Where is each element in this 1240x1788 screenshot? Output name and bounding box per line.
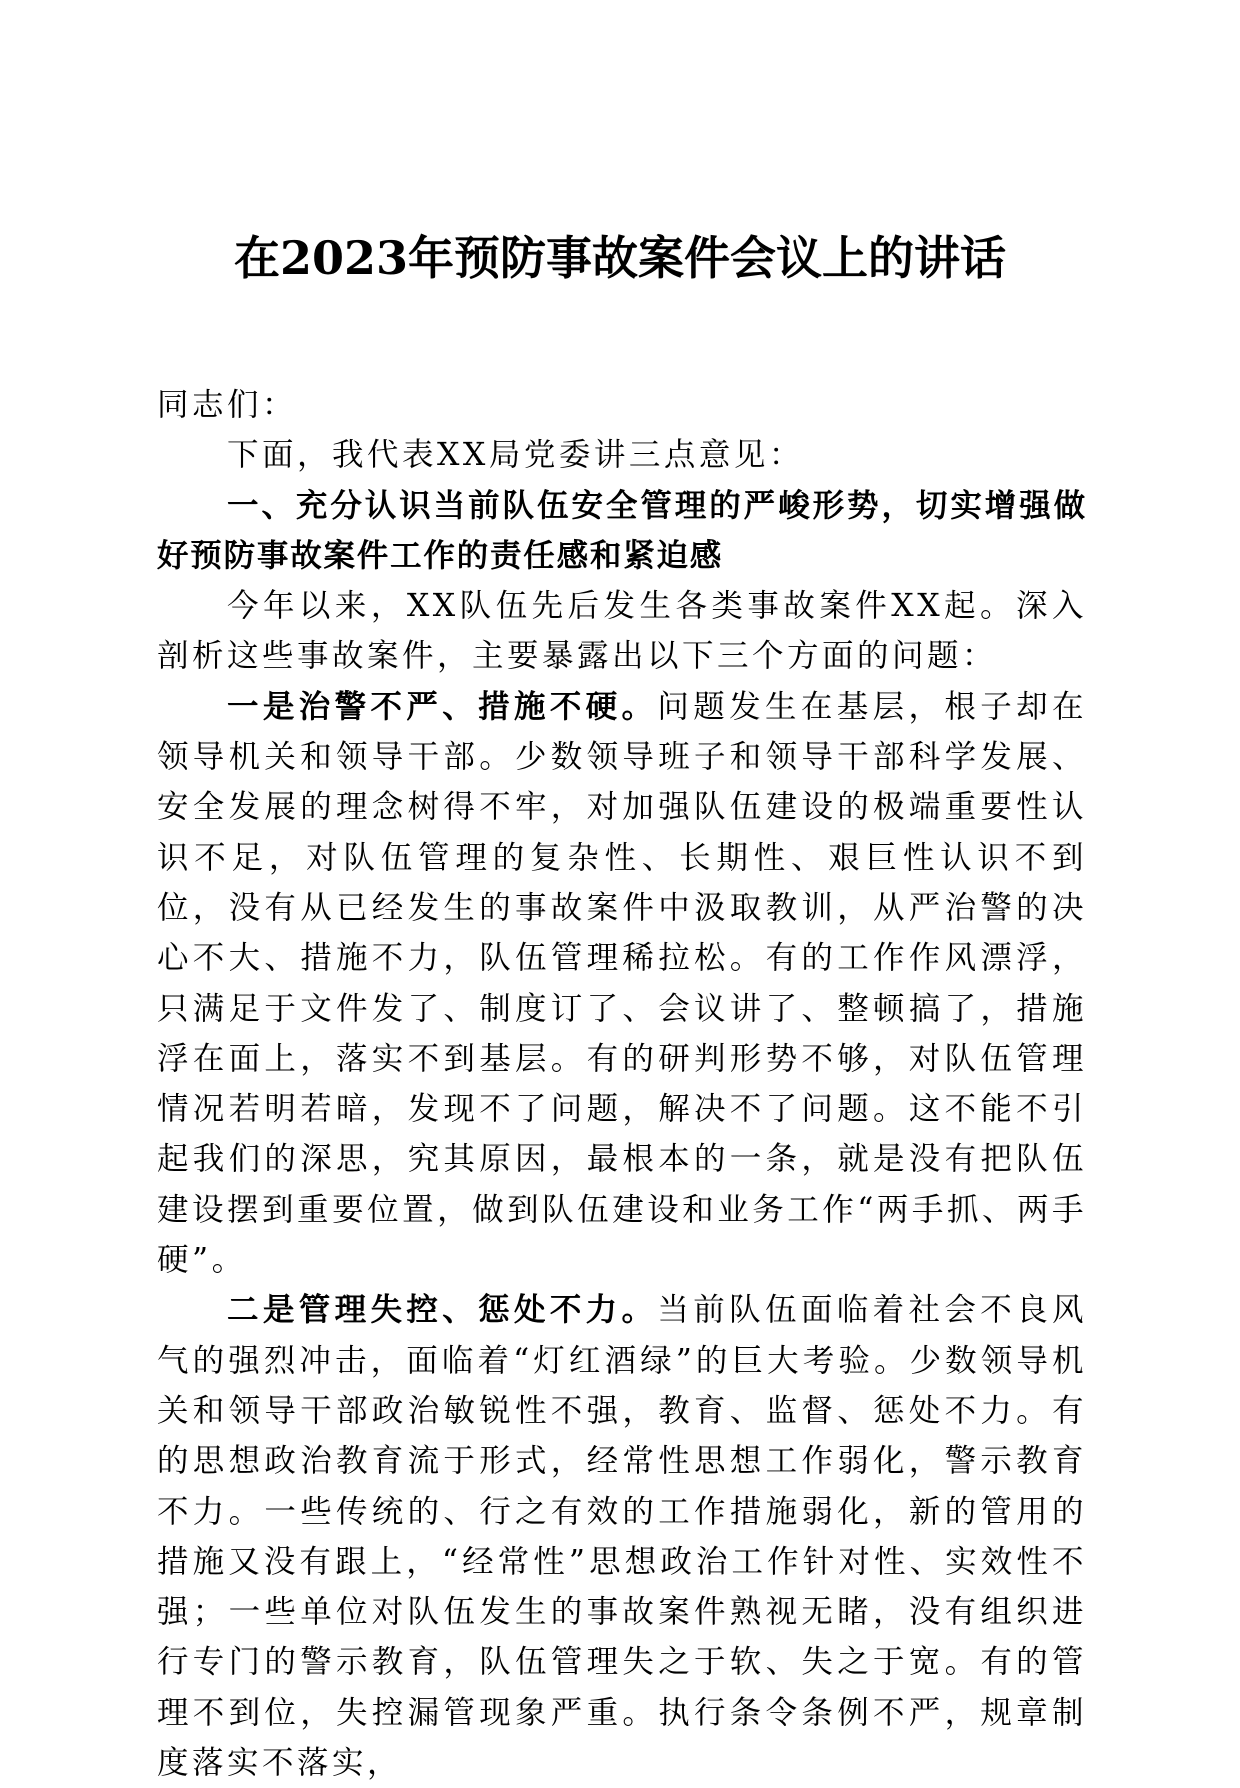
point-one-paragraph [157, 682, 1087, 1286]
document-body [157, 380, 1087, 1788]
salutation: 同志们： [157, 387, 298, 423]
point-two-paragraph [157, 1285, 1087, 1788]
point-two-lead: 二是管理失控、惩处不力。 [227, 1291, 658, 1329]
point-two-body: 当前队伍面临着社会不良风气的强烈冲击，面临着“灯红酒绿”的巨大考验。少数领导机关和领导干部政治敏锐性不强，教育、监督、惩处不力。有的思想政治教育流于形式，经常性思想工作弱化，警示教育不力。一些传统的、行之有效的工作措施弱化，新的管用的措施又没有跟上，“经常性”思想政治工作针对性、实效性不强；一些单位对队伍发生的事故案件熟视无睹，没有组织进行专门的警示教育，队伍管理失之于软、失之于宽。有的管理不到位，失控漏管现象严重。执行条令条例不严，规章制度落实不落实， [157, 1292, 1087, 1782]
intro-paragraph: 下面，我代表XX局党委讲三点意见： [227, 437, 804, 474]
section-one-heading: 一、充分认识当前队伍安全管理的严峻形势，切实增强做好预防事故案件工作的责任感和紧迫感 [157, 487, 1087, 574]
document-title: 在2023年预防事故案件会议上的讲话 [233, 231, 1007, 285]
point-one-lead: 一是治警不严、措施不硬。 [227, 687, 658, 725]
section-one-intro-paragraph: 今年以来，XX队伍先后发生各类事故案件XX起。深入剖析这些事故案件，主要暴露出以下三个方面的问题： [157, 588, 1087, 675]
point-one-body: 问题发生在基层，根子却在领导机关和领导干部。少数领导班子和领导干部科学发展、安全发展的理念树得不牢，对加强队伍建设的极端重要性认识不足，对队伍管理的复杂性、长期性、艰巨性认识不到位，没有从已经发生的事故案件中汲取教训，从严治警的决心不大、措施不力，队伍管理稀拉松。有的工作作风漂浮，只满足于文件发了、制度订了、会议讲了、整顿搞了，措施浮在面上，落实不到基层。有的研判形势不够，对队伍管理情况若明若暗，发现不了问题，解决不了问题。这不能不引起我们的深思，究其原因，最根本的一条，就是没有把队伍建设摆到重要位置，做到队伍建设和业务工作“两手抓、两手硬”。 [157, 688, 1087, 1279]
